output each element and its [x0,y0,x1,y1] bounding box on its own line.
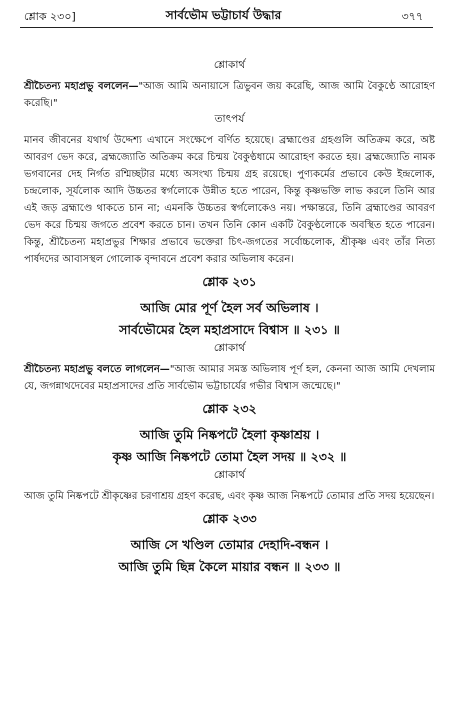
paragraph [24,78,435,112]
page-body [24,58,435,578]
paragraph-text: "আজ আমার সমস্ত অভিলাষ পূর্ণ হল, কেননা আজ আমি দেখলাম যে, জগন্নাথদেবের মহাপ্রসাদের প্রতি সার্বভৌম ভট্টাচার্যের গভীর বিশ্বাস জন্মেছে।" [24,364,435,392]
paragraph-lead: শ্রীচৈতন্য মহাপ্রভু বলতে লাগলেন— [24,364,170,375]
page-header [24,6,423,26]
verse-line: আজি সে খণ্ডিল তোমার দেহাদি-বন্ধন । [130,537,329,552]
header-rule [20,27,433,28]
verse-line: সার্বভৌমের হৈল মহাপ্রসাদে বিশ্বাস ॥ ২৩১ ॥ [119,322,340,337]
section-label: শ্লোকার্থ [213,59,246,71]
header-page-number: ৩৭৭ [401,10,423,23]
verse-number: শ্লোক ২৩২ [202,401,257,416]
section-label: তাৎপর্য [214,113,245,125]
verse-line: আজি মোর পূর্ণ হৈল সর্ব অভিলাষ । [140,300,319,315]
verse-line: আজি তুমি ছিন্ন কৈলে মায়ার বন্ধন ॥ ২৩৩ ॥ [118,559,341,574]
paragraph [24,132,435,268]
paragraph [24,488,435,505]
paragraph-text: "আজ আমি অনায়াসে ত্রিভুবন জয় করেছি, আজ আমি বৈকুণ্ঠে আরোহণ করেছি।" [24,81,435,109]
verse-number: শ্লোক ২৩১ [202,274,257,289]
paragraph-text: মানব জীবনের যথার্থ উদ্দেশ্য এখানে সংক্ষেপে বর্ণিত হয়েছে। ব্রহ্মাণ্ডের গ্রহগুলি অতিক্রম করে, অষ্ট আবরণ ভেদ করে, ব্রহ্মজ্যোতি অতিক্রম করে চিন্ময় বৈকুণ্ঠধামে আরোহণ করতে হয়। ব্রহ্মজ্যোতি নামক ভগবানের দেহ নির্গত রশ্মিচ্ছটার মধ্যে অসংখ্য চিন্ময় গ্রহ রয়েছে। পুণ্যকর্মের প্রভাবে কেউ ইন্দ্রলোক, চন্দ্রলোক, সূর্যলোক আদি উচ্চতর স্বর্গলোকে উন্নীত হতে পারেন, কিন্তু কৃষ্ণভক্তি লাভ করলে তিনি আর এই জড় ব্রহ্মাণ্ডে থাকতে চান না; এমনকি উচ্চতর স্বর্গলোকেও নয়। পক্ষান্তরে, তিনি ব্রহ্মাণ্ডের আবরণ ভেদ করে চিন্ময় জগতে প্রবেশ করতে চান। তখন তিনি কোন একটি বৈকুণ্ঠলোকে অবস্থিত হতে পারেন। কিন্তু, শ্রীচৈতন্য মহাপ্রভুর শিক্ষার প্রভাবে ভক্তেরা চিৎ-জগতের সর্বোচ্চলোক, শ্রীকৃষ্ণ এবং তাঁর নিত্য পার্ষদদের আবাসস্থল গোলোক বৃন্দাবনে প্রবেশ করার অভিলাষ করেন। [24,135,435,265]
section-label: শ্লোকার্থ [213,469,246,481]
paragraph-lead: শ্রীচৈতন্য মহাপ্রভু বললেন— [24,81,139,92]
header-verse-ref: শ্লোক ২৩০] [24,10,76,23]
paragraph-text: আজ তুমি নিষ্কপটে শ্রীকৃষ্ণের চরণাশ্রয় গ্রহণ করেছ, এবং কৃষ্ণ আজ নিষ্কপটে তোমার প্রতি সদয় হয়েছেন। [24,491,435,502]
section-label: শ্লোকার্থ [213,342,246,354]
verse-line: কৃষ্ণ আজি নিষ্কপটে তোমা হৈল সদয় ॥ ২৩২ ॥ [112,449,347,464]
paragraph [24,361,435,395]
verse-number: শ্লোক ২৩৩ [202,511,257,526]
header-chapter-title: সার্বভৌম ভট্টাচার্য উদ্ধার [165,8,282,22]
verse-line: আজি তুমি নিষ্কপটে হৈলা কৃষ্ণাশ্রয় । [139,427,320,442]
